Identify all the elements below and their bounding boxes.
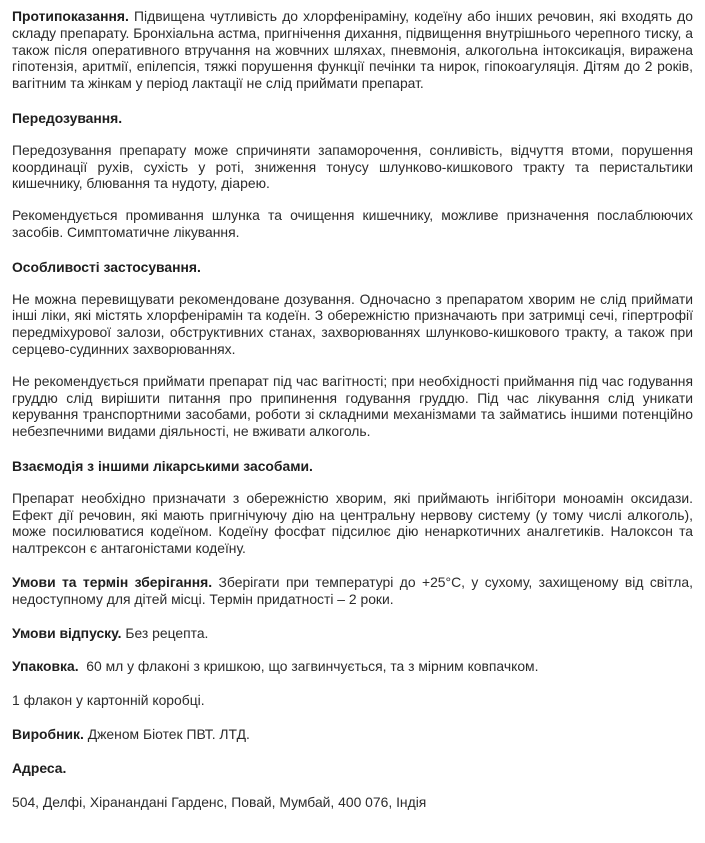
overdose-heading: Передозування. [12, 109, 123, 126]
contraindications-paragraph [12, 8, 693, 92]
packaging-paragraph [12, 658, 693, 675]
interactions-paragraph: Препарат необхідно призначати з обережністю хворим, які приймають інгібітори моноамін оксидази. Ефект дії речовин, які мають пригнічуючу дію на центральну нервову систему (у тому числі алкоголь), може посилюватися кодеїном. Кодеїну фосфат підсилює дію ненаркотичних аналгетиків. Налоксон та налтрексон є антагоністами кодеїну. [12, 489, 693, 557]
overdose-paragraph-1: Передозування препарату може спричиняти запаморочення, сонливість, відчуття втоми, порушення координації рухів, сухість у роті, зниження тонусу шлунково-кишкового тракту та перистальтики кишечнику, блювання та нудоту, діарею. [12, 141, 693, 192]
features-paragraph-2: Не рекомендується приймати препарат під час вагітності; при необхідності приймання під час годування груддю слід вирішити питання про припинення годування груддю. Під час лікування слід уникати керування транспортними засобами, роботи зі складними механізмами та займатись іншими потенційно небезпечними видами діяльності, не вживати алкоголь. [12, 372, 693, 440]
storage-label: Умови та термін зберігання. [12, 573, 213, 590]
dispensing-label: Умови відпуску. [12, 624, 122, 641]
manufacturer-paragraph [12, 726, 693, 743]
packaging-paragraph-2: 1 флакон у картонній коробці. [12, 692, 205, 709]
interactions-heading: Взаємодія з іншими лікарськими засобами. [12, 457, 313, 474]
manufacturer-text: Дженом Біотек ПВТ. ЛТД. [83, 725, 250, 742]
dispensing-paragraph [12, 625, 693, 642]
contraindications-label: Протипоказання. [12, 8, 129, 24]
storage-paragraph [12, 574, 693, 608]
dispensing-text: Без рецепта. [121, 624, 209, 641]
leaflet-document [12, 8, 693, 810]
address-heading: Адреса. [12, 759, 67, 776]
contraindications-text: Підвищена чутливість до хлорфеніраміну, кодеїну або інших речовин, які входять до складу препарату. Бронхіальна астма, пригнічення дихання, підвищення внутрішнього черепного тиску, а також після оперативного втручання на жовчних шляхах, пневмонія, алкогольна інтоксикація, виражена гіпотензія, аритмії, епілепсія, тяжкі порушення функції печінки та нирок, гіпокоагуляція. Дітям до 2 років, вагітним та жінкам у період лактації не слід приймати препарат. [12, 8, 693, 92]
features-paragraph-1: Не можна перевищувати рекомендоване дозування. Одночасно з препаратом хворим не слід приймати інші ліки, які містять хлорфенірамін та кодеїн. З обережністю призначають при затримці сечі, гіпертрофії передміхурової залози, обструктивних станах, захворюваннях шлунково-кишкового тракту, а також при серцево-судинних захворюваннях. [12, 290, 693, 357]
address-text: 504, Делфі, Хіранандані Гарденс, Повай, Мумбай, 400 076, Індія [12, 793, 427, 810]
manufacturer-label: Виробник. [12, 725, 84, 742]
features-heading: Особливості застосування. [12, 258, 201, 275]
packaging-text: 60 мл у флаконі з кришкою, що загвинчується, та з мірним ковпачком. [78, 658, 539, 675]
storage-text: Зберігати при температурі до +25°С, у сухому, захищеному від світла, недоступному для дітей місці. Термін придатності – 2 роки. [12, 573, 694, 607]
packaging-label: Упаковка. [12, 658, 79, 675]
overdose-paragraph-2: Рекомендується промивання шлунка та очищення кишечнику, можливе призначення послаблюючих засобів. Симптоматичне лікування. [12, 207, 693, 240]
